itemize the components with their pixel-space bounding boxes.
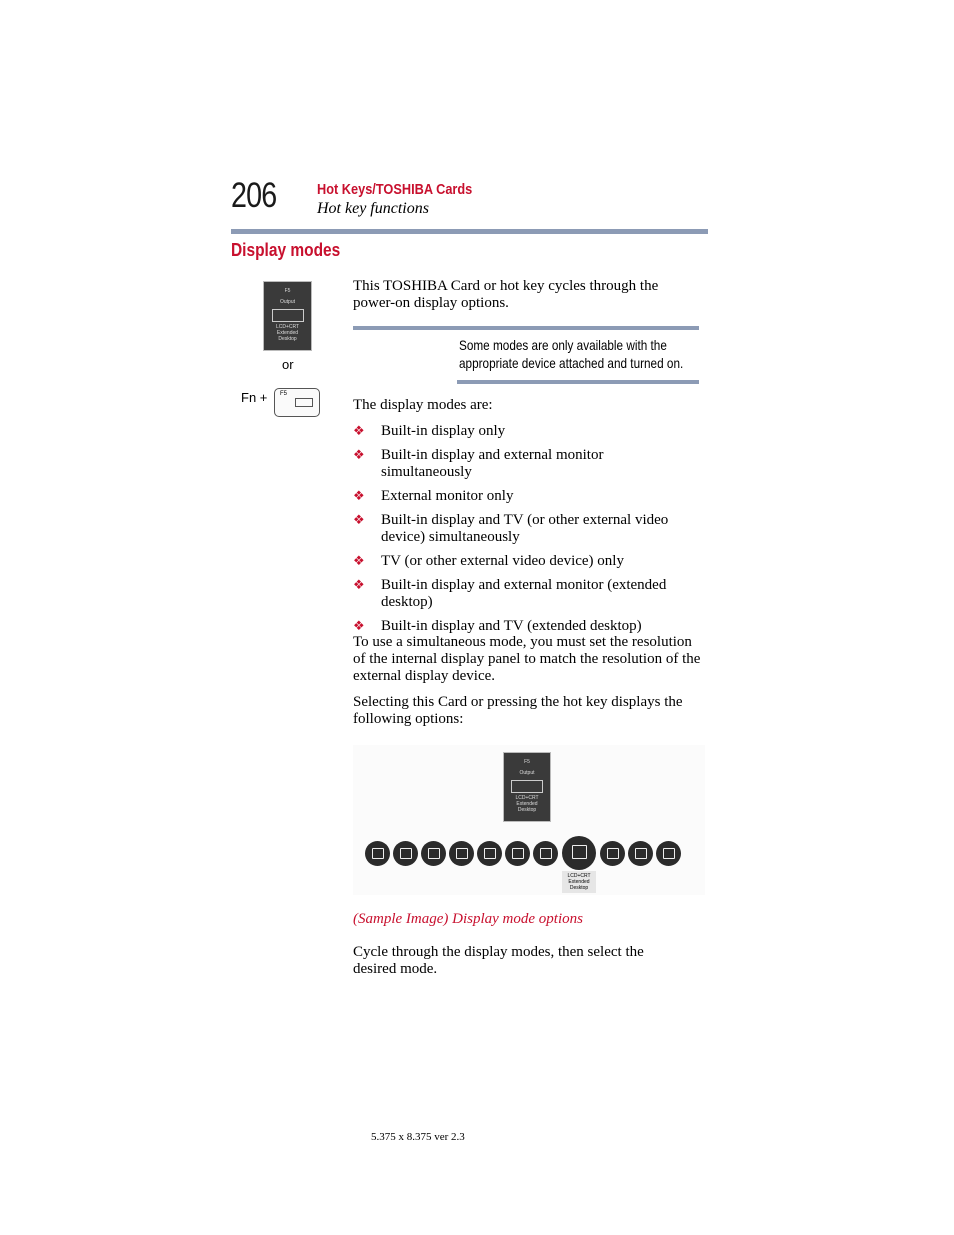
mode-tv-extended-icon bbox=[628, 841, 653, 866]
figure-output-card bbox=[503, 752, 551, 822]
selected-line-2: Extended bbox=[568, 879, 590, 885]
selected-line-1: LCD+CRT bbox=[567, 873, 591, 879]
selected-mode-label bbox=[562, 871, 596, 893]
figure-card-display-icon bbox=[511, 780, 543, 793]
card-title: Output bbox=[279, 299, 295, 305]
mode-lcd-icon bbox=[365, 841, 390, 866]
mode-multi-display-icon bbox=[656, 841, 681, 866]
list-item-text: TV (or other external video device) only bbox=[381, 553, 624, 569]
mode-lcd-tv-extended-icon bbox=[600, 841, 625, 866]
figure-card-line-3: Desktop bbox=[517, 807, 537, 813]
list-item bbox=[353, 618, 698, 635]
card-display-icon bbox=[272, 309, 304, 322]
page-number: 206 bbox=[231, 176, 277, 215]
note-bottom-rule bbox=[457, 380, 699, 384]
bullet-icon: ❖ bbox=[353, 512, 365, 527]
page-heading: Display modes bbox=[231, 240, 341, 260]
list-item-text: Built-in display and external monitor (extended desktop) bbox=[381, 577, 667, 610]
bullet-icon: ❖ bbox=[353, 423, 365, 438]
chapter-title: Hot Keys/TOSHIBA Cards bbox=[317, 182, 473, 198]
mode-tv-dual-icon bbox=[505, 841, 530, 866]
f5-key-icon bbox=[274, 388, 320, 417]
selected-line-3: Desktop bbox=[569, 885, 589, 891]
or-label: or bbox=[282, 357, 294, 372]
fn-label: Fn + bbox=[241, 390, 268, 405]
list-item bbox=[353, 488, 698, 505]
note-line-2: appropriate device attached and turned on. bbox=[459, 355, 684, 371]
figure-card-line-1: LCD+CRT bbox=[515, 795, 539, 801]
list-item-text: Built-in display only bbox=[381, 423, 506, 439]
paragraph-options: Selecting this Card or pressing the hot key displays the following options: bbox=[353, 694, 683, 727]
output-card-image bbox=[263, 281, 312, 351]
figure-card-title: Output bbox=[519, 770, 535, 776]
card-line-2: Extended bbox=[276, 330, 299, 336]
list-item bbox=[353, 447, 698, 481]
list-item bbox=[353, 423, 698, 440]
card-line-1: LCD+CRT bbox=[275, 324, 300, 330]
mode-extended-desktop-icon bbox=[562, 836, 596, 870]
list-item-text: Built-in display and TV (or other external video device) simultaneously bbox=[381, 512, 669, 545]
header-rule bbox=[231, 229, 708, 234]
mode-tv-icon bbox=[477, 841, 502, 866]
bullet-icon: ❖ bbox=[353, 447, 365, 462]
mode-lcd-crt-icon bbox=[393, 841, 418, 866]
note-line-1: Some modes are only available with the bbox=[459, 337, 667, 353]
figure-card-line-2: Extended bbox=[516, 801, 538, 807]
bullet-icon: ❖ bbox=[353, 553, 365, 568]
key-label: F5 bbox=[280, 391, 288, 397]
key-display-icon bbox=[295, 398, 313, 407]
list-item-text: Built-in display and external monitor simultaneously bbox=[381, 447, 604, 480]
card-line-3: Desktop bbox=[278, 336, 297, 342]
list-item bbox=[353, 512, 698, 546]
bullet-icon: ❖ bbox=[353, 618, 365, 633]
footer-version: 5.375 x 8.375 ver 2.3 bbox=[371, 1131, 465, 1143]
modes-list bbox=[353, 423, 698, 635]
list-item bbox=[353, 553, 698, 570]
figure-caption: (Sample Image) Display mode options bbox=[353, 911, 583, 927]
list-item bbox=[353, 577, 698, 611]
mode-crt-icon bbox=[421, 841, 446, 866]
paragraph-cycle: Cycle through the display modes, then select the desired mode. bbox=[353, 944, 644, 977]
list-item-text: Built-in display and TV (extended desktop) bbox=[381, 618, 642, 634]
note-top-rule bbox=[353, 326, 699, 330]
intro-text: This TOSHIBA Card or hot key cycles through the power-on display options. bbox=[353, 278, 659, 311]
bullet-icon: ❖ bbox=[353, 577, 365, 592]
figure-card-fn: F5 bbox=[524, 759, 530, 765]
mode-lcd-tv-icon bbox=[449, 841, 474, 866]
section-title: Hot key functions bbox=[317, 200, 429, 217]
list-intro: The display modes are: bbox=[353, 397, 493, 413]
list-item-text: External monitor only bbox=[381, 488, 514, 504]
card-fn-label: F5 bbox=[284, 288, 291, 294]
mode-monitor-icon bbox=[533, 841, 558, 866]
bullet-icon: ❖ bbox=[353, 488, 365, 503]
paragraph-resolution: To use a simultaneous mode, you must set the resolution of the internal display panel to match the resolution of the external display device. bbox=[353, 634, 701, 684]
